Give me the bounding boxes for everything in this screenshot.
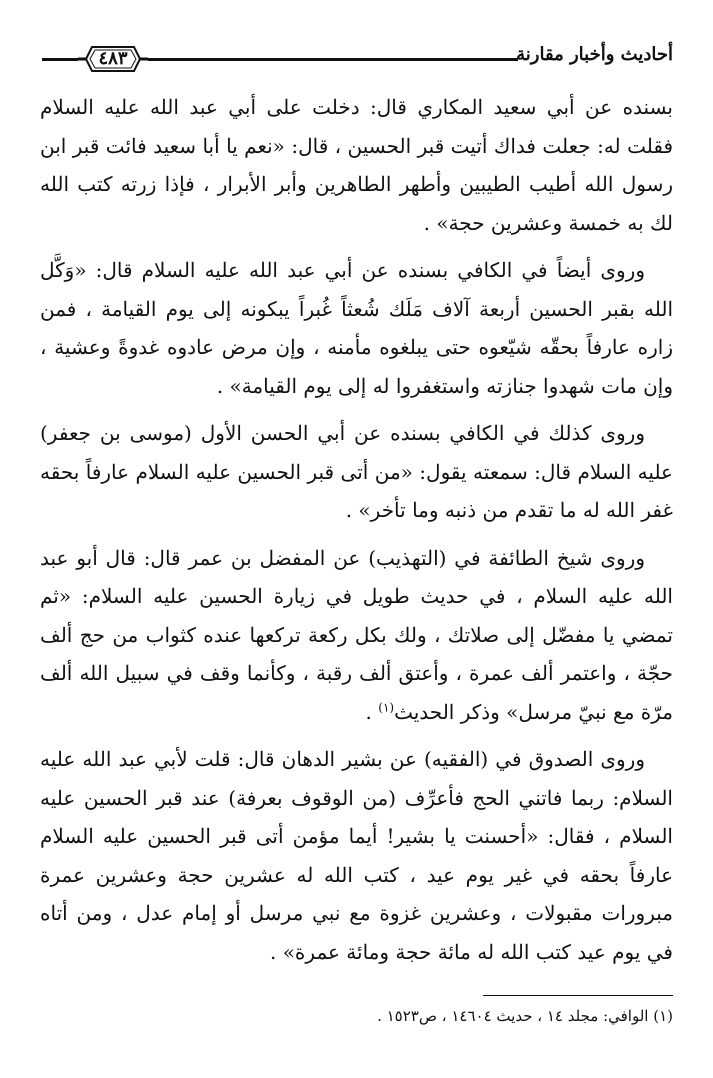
paragraph-text: وروى شيخ الطائفة في (التهذيب) عن المفضل بن عمر قال: قال أبو عبد الله عليه السلام ، في حديث طويل في زيارة الحسين عليه السلام: «ثم تمضي يا مفضّل إلى صلاتك ، ولك بكل ركعة تركعها عنده كثواب من حج ألف حجّة ، واعتمر ألف عمرة ، وأعتق ألف رقبة ، وكأنما وقف في سبيل الله ألف مرّة مع نبيّ مرسل» وذكر الحديث [40,545,674,724]
footnote-reference[interactable]: (١) [378,699,395,714]
footnote-separator [483,995,673,996]
paragraph: وروى أيضاً في الكافي بسنده عن أبي عبد الله عليه السلام قال: «وَكَّل الله بقبر الحسين أربعة آلاف مَلَك شُعثاً غُبراً يبكونه إلى يوم القيامة ، فمن زاره عارفاً بحقّه شيّعوه حتى يبلغوه مأمنه ، وإن مرض عادوه غدوةً وعشية ، وإن مات شهدوا جنازته واستغفروا له إلى يوم القيامة» . [40,258,673,398]
header-rule-left [42,58,78,61]
page-number: ٤٨٣ [98,48,128,69]
running-title: أحاديث وأخبار مقارنة [516,44,673,65]
main-text [40,88,673,988]
page-header [0,0,713,80]
paragraph [40,539,673,732]
page-number-ornament [78,44,148,74]
paragraph: وروى كذلك في الكافي بسنده عن أبي الحسن الأول (موسى بن جعفر) عليه السلام قال: سمعته يقول: «من أتى قبر الحسين عليه السلام عارفاً بحقه غفر الله له ما تقدم من ذنبه وما تأخر» . [40,421,673,522]
footnote: (١) الوافي: مجلد ١٤ ، حديث ١٤٦٠٤ ، ص١٥٢٣ . [377,1007,673,1025]
header-rule-right [148,58,518,61]
paragraph: بسنده عن أبي سعيد المكاري قال: دخلت على أبي عبد الله عليه السلام فقلت له: جعلت فداك أتيت قبر الحسين ، قال: «نعم يا أبا سعيد فائت قبر ابن رسول الله أطيب الطيبين وأطهر الطاهرين وأبر الأبرار ، فإذا زرته كتب الله لك به خمسة وعشرين حجة» . [40,95,674,235]
paragraph-text-end: . [365,699,379,724]
paragraph: وروى الصدوق في (الفقيه) عن بشير الدهان قال: قلت لأبي عبد الله عليه السلام: ربما فاتني الحج فأعرِّف (من الوقوف بعرفة) عند قبر الحسين عليه السلام ، فقال: «أحسنت يا بشير! أيما مؤمن أتى قبر الحسين عليه السلام عارفاً بحقه في غير يوم عيد ، كتب الله له عشرين حجة وعشرين عمرة مبرورات مقبولات ، وعشرين غزوة مع نبي مرسل أو إمام عدل ، ومن أتاه في يوم عيد كتب الله له مائة حجة ومائة عمرة» . [40,747,673,964]
